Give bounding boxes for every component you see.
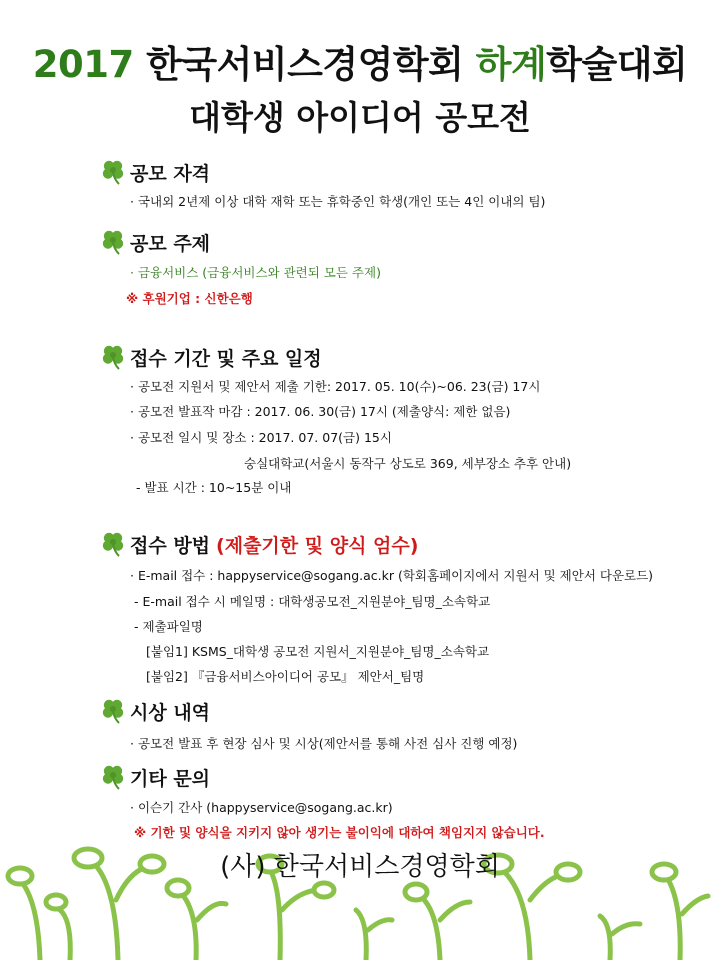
title-year: 2017 — [32, 43, 134, 86]
section-title: 공모 주제 — [130, 232, 211, 255]
title-end: 학술대회 — [546, 43, 688, 86]
sprout-icon — [356, 910, 392, 960]
sponsor-note: ※ 후원기업 : 신한은행 — [126, 291, 253, 306]
section-awards — [100, 697, 210, 725]
section-submission — [100, 530, 418, 558]
title-highlight: 하계 — [475, 43, 547, 86]
section-title: 시상 내역 — [130, 701, 211, 724]
section-contact — [100, 763, 210, 791]
clover-icon — [100, 764, 126, 790]
submission-line: [붙임1] KSMS_대학생 공모전 지원서_지원분야_팀명_소속학교 — [146, 644, 490, 659]
contact-line: · 이슨기 간사 (happyservice@sogang.ac.kr) — [130, 800, 393, 815]
clover-icon — [100, 344, 126, 370]
sprout-icon — [46, 895, 70, 960]
organizer-name: (사) 한국서비스경영학회 — [220, 852, 500, 882]
submission-line: - 제출파일명 — [134, 619, 203, 634]
schedule-line: - 발표 시간 : 10~15분 이내 — [136, 480, 292, 495]
section-schedule — [100, 343, 322, 371]
poster-subtitle: 대학생 아이디어 공모전 — [189, 98, 531, 137]
section-title: 접수 기간 및 주요 일정 — [130, 347, 322, 370]
section-title: 공모 자격 — [130, 162, 211, 185]
clover-icon — [100, 229, 126, 255]
submission-line: · E-mail 접수 : happyservice@sogang.ac.kr (학회홈페이지에서 지원서 및 제안서 다운로드) — [130, 568, 654, 583]
title-society: 한국서비스경영학회 — [146, 43, 464, 86]
sprout-icon — [167, 880, 226, 960]
disclaimer-note: ※ 기한 및 양식을 지키지 않아 생기는 불이익에 대하여 책임지지 않습니다. — [134, 825, 545, 840]
clover-icon — [100, 531, 126, 557]
sprout-icon — [405, 884, 470, 960]
clover-icon — [100, 159, 126, 185]
schedule-line: 숭실대학교(서울시 동작구 상도로 369, 세부장소 추후 안내) — [244, 456, 572, 471]
submission-line: [붙임2] 『금융서비스아이디어 공모』 제안서_팀명 — [146, 669, 425, 684]
poster-title — [0, 34, 720, 88]
schedule-line: · 공모전 발표작 마감 : 2017. 06. 30(금) 17시 (제출양식: 제한 없음) — [130, 404, 511, 419]
submission-line: - E-mail 접수 시 메일명 : 대학생공모전_지원분야_팀명_소속학교 — [134, 594, 491, 609]
schedule-line: · 공모전 지원서 및 제안서 제출 기한: 2017. 05. 10(수)~06. 23(금) 17시 — [130, 379, 541, 394]
section-title: 접수 방법 (제출기한 및 양식 엄수) — [130, 534, 419, 557]
section-eligibility — [100, 158, 210, 186]
submission-warning: (제출기한 및 양식 엄수) — [216, 534, 419, 557]
sprout-icon — [600, 916, 640, 960]
section-topic — [100, 228, 210, 256]
schedule-line: · 공모전 일시 및 장소 : 2017. 07. 07(금) 15시 — [130, 430, 392, 445]
section-title: 기타 문의 — [130, 767, 211, 790]
awards-line: · 공모전 발표 후 현장 심사 및 시상(제안서를 통해 사전 심사 진행 예정) — [130, 736, 518, 751]
clover-icon — [100, 698, 126, 724]
topic-line: · 금융서비스 (금융서비스와 관련되 모든 주제) — [130, 265, 381, 280]
eligibility-line: · 국내외 2년제 이상 대학 재학 또는 휴학중인 학생(개인 또는 4인 이내의 팀) — [130, 194, 546, 209]
